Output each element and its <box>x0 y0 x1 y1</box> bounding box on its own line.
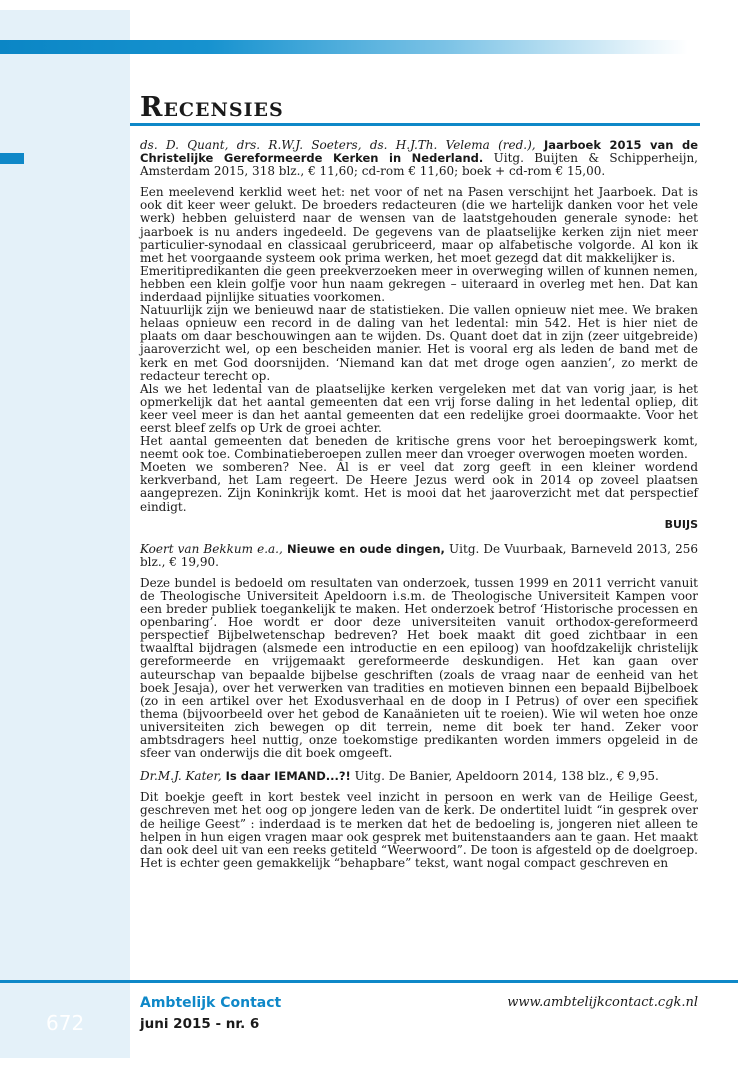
review-paragraph: Het aantal gemeenten dat beneden de kritische grens voor het beroepingswerk komt, neemt ook toe. Combinatieberoepen zullen meer dan vroeger overwogen moeten worden. <box>140 434 698 462</box>
review-authors: Koert van Bekkum e.a., <box>140 541 283 556</box>
website-url: www.ambtelijkcontact.cgk.nl <box>507 995 698 1010</box>
header-gradient-bar <box>0 40 688 54</box>
review-publication-details: Uitg. De Banier, Apeldoorn 2014, 138 blz., € 9,95. <box>354 769 659 784</box>
review-publication-details: Uitg. De Vuurbaak, Barneveld 2013, 256 blz., € 19,90. <box>140 541 698 569</box>
review-reference <box>140 139 698 178</box>
section-marker-tab <box>0 153 24 164</box>
review-authors: Dr.M.J. Kater, <box>140 769 222 784</box>
review-book-title: Nieuwe en oude dingen, <box>286 541 445 556</box>
page-number: 672 <box>46 1011 85 1035</box>
review-paragraph: Moeten we somberen? Nee. Al is er veel dat zorg geeft in een kleiner wordend kerkverband, het Lam regeert. De Heere Jezus werd ook in 2014 op zoveel plaatsen aangeprezen. Zijn Koninkrijk komt. Het is mooi dat het jaaroverzicht met dat perspectief eindigt. <box>140 460 698 514</box>
review-publication-details: Uitg. Buijten & Schipperheijn, Amsterdam 2015, 318 blz., € 11,60; cd-rom € 11,60; boek + cd-rom € 15,00. <box>140 151 698 179</box>
left-margin-band <box>0 10 130 1058</box>
footer-rule <box>0 980 738 983</box>
review-authors: ds. D. Quant, drs. R.W.J. Soeters, ds. H.J.Th. Velema (red.), <box>140 138 536 152</box>
review-paragraph: Dit boekje geeft in kort bestek veel inzicht in persoon en werk van de Heilige Geest, geschreven met het oog op jongere leden van de kerk. De ondertitel luidt “in gesprek over de heilige Geest” : inderdaad is te merken dat het de bedoeling is, jongeren niet alleen te helpen in hun eigen vragen maar ook gesprek met buitenstaanders aan te gaan. Het maakt dan ook deel uit van een reeks getiteld “Weerwoord”. De toon is afgesteld op de doelgroep. Het is echter geen gemakkelijk “behapbare” tekst, want nogal compact geschreven en <box>140 790 698 870</box>
review-paragraph: Natuurlijk zijn we benieuwd naar de statistieken. Die vallen opnieuw niet mee. We braken helaas opnieuw een record in de daling van het ledental: min 542. Het is hier niet de plaats om daar beschouwingen aan te wijden. Ds. Quant doet dat in zijn (zeer uitgebreide) jaaroverzicht wel, op een bescheiden manier. Het is vooral erg als leden de band met de kerk en met God doorsnijden. ‘Niemand kan dat met droge ogen aanzien’, zo merkt de redacteur terecht op. <box>140 303 698 383</box>
review-book-title: Jaarboek 2015 van de Christelijke Gereformeerde Kerken in Nederland. <box>140 138 698 166</box>
magazine-name: Ambtelijk Contact <box>140 995 282 1011</box>
review-paragraph: Als we het ledental van de plaatselijke kerken vergeleken met dat van vorig jaar, is het opmerkelijk dat het aantal gemeenten dat een vrij forse daling in het ledental opliep, dit keer veel meer is dan het aantal gemeenten dat een redelijke groei doormaakte. Voor het eerst bleef zelfs op Urk de groei achter. <box>140 381 698 435</box>
review-reference <box>140 543 698 569</box>
review-paragraph: Een meelevend kerklid weet het: net voor of net na Pasen verschijnt het Jaarboek. Dat is ook dit keer weer gelukt. De broeders redacteuren (die we hartelijk danken voor het vele werk) hebben geluisterd naar de wensen van de laatstgehouden generale synode: het jaarboek is nu anders ingedeeld. De gegevens van de plaatselijke kerken zijn niet meer particulier-synodaal en classicaal gerubriceerd, maar op alfabetische volgorde. Al kon ik met het voorgaande systeem ook prima werken, het moet gezegd dat dit makkelijker is. <box>140 185 698 265</box>
issue-label: juni 2015 - nr. 6 <box>140 1016 260 1032</box>
title-underline <box>130 123 700 126</box>
review-book-title: Is daar IEMAND...?! <box>225 769 351 784</box>
article-body <box>140 139 698 870</box>
review-reference <box>140 770 698 783</box>
review-signature: BUIJS <box>664 517 698 531</box>
review-paragraph: Emeritipredikanten die geen preekverzoeken meer in overweging willen of kunnen nemen, hebben een klein golfje voor hun naam gekregen – uiteraard in overleg met hen. Dat kan inderdaad pijnlijke situaties voorkomen. <box>140 263 698 305</box>
page-title: Recensies <box>140 92 284 123</box>
review-paragraph: Deze bundel is bedoeld om resultaten van onderzoek, tussen 1999 en 2011 verricht vanuit de Theologische Universiteit Apeldoorn i.s.m. de Theologische Universiteit Kampen voor een breder publiek toegankelijk te maken. Het onderzoek betrof ‘Historische processen en openbaring’. Hoe wordt er door deze universiteiten vanuit orthodox-gereformeerd perspectief Bijbelwetenschap bedreven? Het boek maakt dit goed zichtbaar in een twaalftal bijdragen (alsmede een introductie en een epiloog) van hoofdzakelijk christelijk gereformeerde en vrijgemaakt gereformeerde deskundigen. Het kan gaan over auteurschap van bepaalde bijbelse geschriften (zoals de vraag naar de eenheid van het boek Jesaja), over het verwerken van tradities en motieven binnen een bepaald Bijbelboek (zo in een artikel over het Exodusverhaal en de doop in I Petrus) of over een specifiek thema (bijvoorbeeld over het gebod de Kanaänieten uit te roeien). Wie wil weten hoe onze universiteiten zich bewegen op dit terrein, neme dit boek ter hand. Zeker voor ambtsdragers heel nuttig, onze toekomstige predikanten worden immers opgeleid in de sfeer van onderwijs die dit boek omgeeft. <box>140 575 698 761</box>
